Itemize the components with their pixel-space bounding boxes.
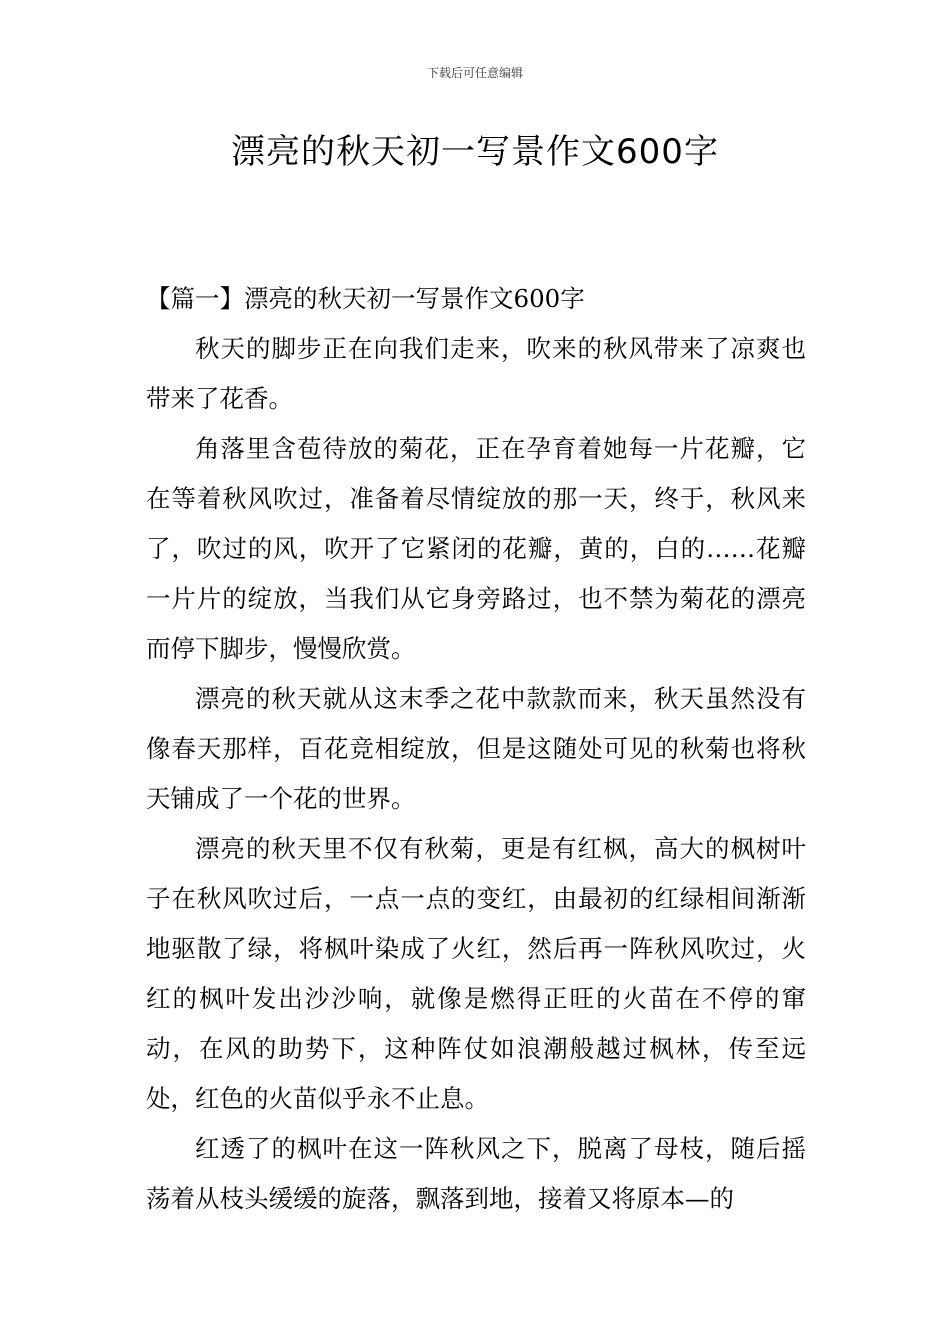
document-title: 漂亮的秋天初一写景作文600字 xyxy=(231,132,719,172)
paragraph: 秋天的脚步正在向我们走来，吹来的秋风带来了凉爽也带来了花香。 xyxy=(146,334,806,413)
paragraph: 角落里含苞待放的菊花，正在孕育着她每一片花瓣，它在等着秋风吹过，准备着尽情绽放的那一天，终于，秋风来了，吹过的风，吹开了它紧闭的花瓣，黄的，白的……花瓣一片片的绽放，当我们从它身旁路过，也不禁为菊花的漂亮而停下脚步，慢慢欣赏。 xyxy=(146,434,806,663)
header-note: 下载后可任意编辑 xyxy=(426,66,523,80)
section-heading: 【篇一】漂亮的秋天初一写景作文600字 xyxy=(146,284,585,313)
paragraph: 漂亮的秋天就从这末季之花中款款而来，秋天虽然没有像春天那样，百花竞相绽放，但是这随处可见的秋菊也将秋天铺成了一个花的世界。 xyxy=(146,684,806,813)
paragraph: 漂亮的秋天里不仅有秋菊，更是有红枫，高大的枫树叶子在秋风吹过后，一点一点的变红，由最初的红绿相间渐渐地驱散了绿，将枫叶染成了火红，然后再一阵秋风吹过，火红的枫叶发出沙沙响，就像是燃得正旺的火苗在不停的窜动，在风的助势下，这种阵仗如浪潮般越过枫林，传至远处，红色的火苗似乎永不止息。 xyxy=(146,834,806,1113)
document-body xyxy=(146,274,806,1224)
paragraph: 红透了的枫叶在这一阵秋风之下，脱离了母枝，随后摇荡着从枝头缓缓的旋落，飘落到地，接着又将原本—的 xyxy=(146,1134,806,1213)
